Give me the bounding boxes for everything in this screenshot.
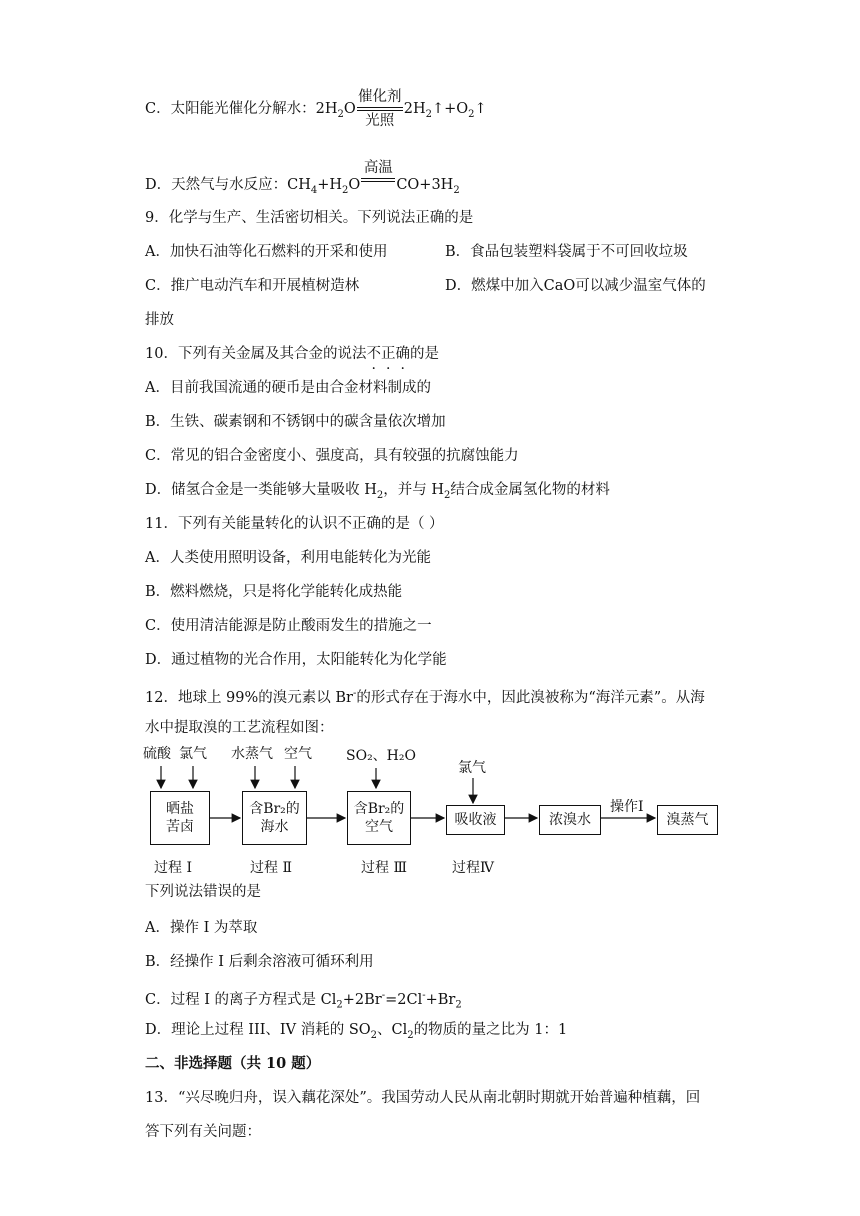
q11-option-c: C．使用清洁能源是防止酸雨发生的措施之一: [145, 618, 432, 634]
q12-c-pre: C．过程 I 的离子方程式是 Cl: [145, 991, 337, 1008]
input-chlorine-2: 氯气: [458, 760, 486, 776]
q12-d-post: 的物质的量之比为 1：1: [413, 1022, 568, 1038]
box3-line2: 空气: [365, 819, 393, 835]
input-chlorine-1: 氯气: [179, 746, 207, 762]
box-absorption-liquid: [446, 805, 505, 835]
q8-d-text: D．天然气与水反应：CH: [145, 177, 311, 194]
q12-stem-line2: 水中提取溴的工艺流程如图：: [145, 720, 334, 736]
box-bromine-vapor: [657, 805, 718, 835]
q8-d-mid: +H: [317, 177, 343, 194]
q12-stem-line1: [145, 684, 705, 708]
q8-d-high-temp: 高温: [363, 160, 393, 176]
q13-line1: 13．“兴尽晚归舟，误入藕花深处”。我国劳动人民从南北朝时期就开始普遍种植藕，回: [145, 1090, 701, 1106]
q12-stem-sup: -: [352, 688, 357, 699]
q11-stem: 11．下列有关能量转化的认识不正确的是（ ）: [145, 516, 444, 532]
q10-option-c: C．常见的铝合金密度小、强度高，具有较强的抗腐蚀能力: [145, 448, 519, 464]
q11-option-a: A．人类使用照明设备，利用电能转化为光能: [145, 550, 431, 566]
q10-option-b: B．生铁、碳素钢和不锈钢中的碳含量依次增加: [145, 414, 446, 430]
q10-option-a: A．目前我国流通的硬币是由合金材料制成的: [145, 380, 431, 396]
q12-option-d: D．理论上过程 III、IV 消耗的 $SO_2$、$Cl_2$的物质的量之比为 1：1: [145, 1022, 568, 1041]
operation-1-label: 操作I: [610, 799, 644, 815]
q10-d-post: 结合成金属氢化物的材料: [450, 482, 610, 498]
q8-c-condition: [357, 88, 403, 130]
box-br2-air: [347, 791, 411, 845]
q9-option-d-cont: 排放: [145, 312, 174, 328]
box1-line2: 苦卤: [166, 819, 194, 835]
q12-option-b: B．经操作 I 后剩余溶液可循环利用: [145, 954, 374, 970]
q8-d-product: CO+3H: [396, 177, 454, 194]
q10-emph-1: 不: [366, 346, 381, 362]
q12-c-mid2: =2Cl: [385, 991, 423, 1008]
q10-stem: [145, 344, 439, 364]
box-concentrated-bromine-water: [539, 805, 601, 835]
q9-stem: 9．化学与生产、生活密切相关。下列说法正确的是: [145, 210, 474, 226]
process-2-label: 过程 Ⅱ: [250, 860, 292, 876]
q12-d-pre: D．理论上过程 III、IV 消耗的 SO: [145, 1022, 371, 1038]
input-air: 空气: [284, 746, 312, 762]
q11-option-d: D．通过植物的光合作用，太阳能转化为化学能: [145, 652, 447, 668]
q8-d-condition: [361, 159, 395, 201]
box5-label: 浓溴水: [549, 812, 591, 828]
q9-option-d: D．燃煤中加入CaO可以减少温室气体的: [445, 278, 706, 294]
box-evaporated-brine: [150, 791, 210, 845]
process-3-label: 过程 Ⅲ: [361, 860, 407, 876]
q12-c-post: +Br: [425, 991, 456, 1008]
input-sulfuric-acid: 硫酸: [143, 746, 171, 762]
q8-option-d: D．天然气与水反应：$CH_4+H_2O$ 高温 $CO+3H_2$: [145, 159, 460, 201]
q13-line2: 答下列有关问题：: [145, 1124, 261, 1140]
box6-label: 溴蒸气: [666, 812, 709, 828]
q9-option-a: A．加快石油等化石燃料的开采和使用: [145, 244, 388, 260]
input-water-vapor: 水蒸气: [231, 746, 273, 762]
input-so2-h2o: SO₂、H₂O: [346, 748, 416, 764]
q10-emph-3: 确: [395, 346, 410, 362]
box1-line1: 晒盐: [166, 801, 194, 817]
q10-stem-post: 的是: [409, 346, 439, 362]
q9-option-b: B．食品包装塑料袋属于不可回收垃圾: [445, 244, 688, 260]
q8-c-product2: ↑+O: [431, 101, 469, 117]
box-br2-seawater: [242, 791, 307, 845]
q8-c-product1: 2H: [403, 101, 426, 117]
process-1-label: 过程 I: [154, 860, 192, 876]
q12-d-mid: 、Cl: [377, 1022, 408, 1038]
q10-d-mid: ，并与 H: [383, 482, 445, 498]
q10-option-d: D．储氢合金是一类能够大量吸收 $H_2$，并与 $H_2$结合成金属氢化物的材料: [145, 482, 610, 501]
q9-option-c: C．推广电动汽车和开展植树造林: [145, 278, 360, 294]
q12-option-a: A．操作 I 为萃取: [145, 920, 258, 936]
box3-line1: 含Br₂的: [353, 801, 405, 817]
q8-c-arrow: ↑: [474, 101, 487, 117]
box2-line2: 海水: [260, 819, 289, 835]
q8-c-mid: O: [343, 101, 356, 117]
box4-label: 吸收液: [454, 812, 497, 828]
q12-stem-pre: 12．地球上 99%的溴元素以 Br: [145, 689, 353, 706]
box2-line1: 含Br₂的: [249, 801, 300, 817]
q8-d-mid2: O: [348, 177, 361, 194]
q12-c-mid: +2Br: [342, 991, 382, 1008]
q10-stem-pre: 10．下列有关金属及其合金的说法: [145, 346, 367, 362]
q8-c-text: C．太阳能光催化分解水：2H: [145, 101, 338, 117]
q8-c-light: 光照: [365, 113, 395, 129]
q10-emph-2: 正: [380, 346, 396, 362]
process-4-label: 过程Ⅳ: [452, 860, 494, 876]
q12-option-c: C．过程 I 的离子方程式是 $Cl_2+2Br^-=2Cl^-+Br_2$: [145, 990, 462, 1011]
q12-stem-post: 的形式存在于海水中，因此溴被称为“海洋元素”。从海: [356, 689, 705, 706]
q8-option-c: C．太阳能光催化分解水：$2H_2O$ $\frac{\text{催化剂}}{\text{光照}}$ $2H_2↑+O_2↑$: [145, 89, 487, 129]
q8-c-catalyst: 催化剂: [357, 89, 402, 105]
q11-option-b: B．燃料燃烧，只是将化学能转化成热能: [145, 584, 403, 600]
q10-d-pre: D．储氢合金是一类能够大量吸收 H: [145, 482, 377, 498]
q12-ask: 下列说法错误的是: [145, 884, 261, 900]
section-2-heading: 二、非选择题（共 10 题）: [145, 1055, 321, 1072]
